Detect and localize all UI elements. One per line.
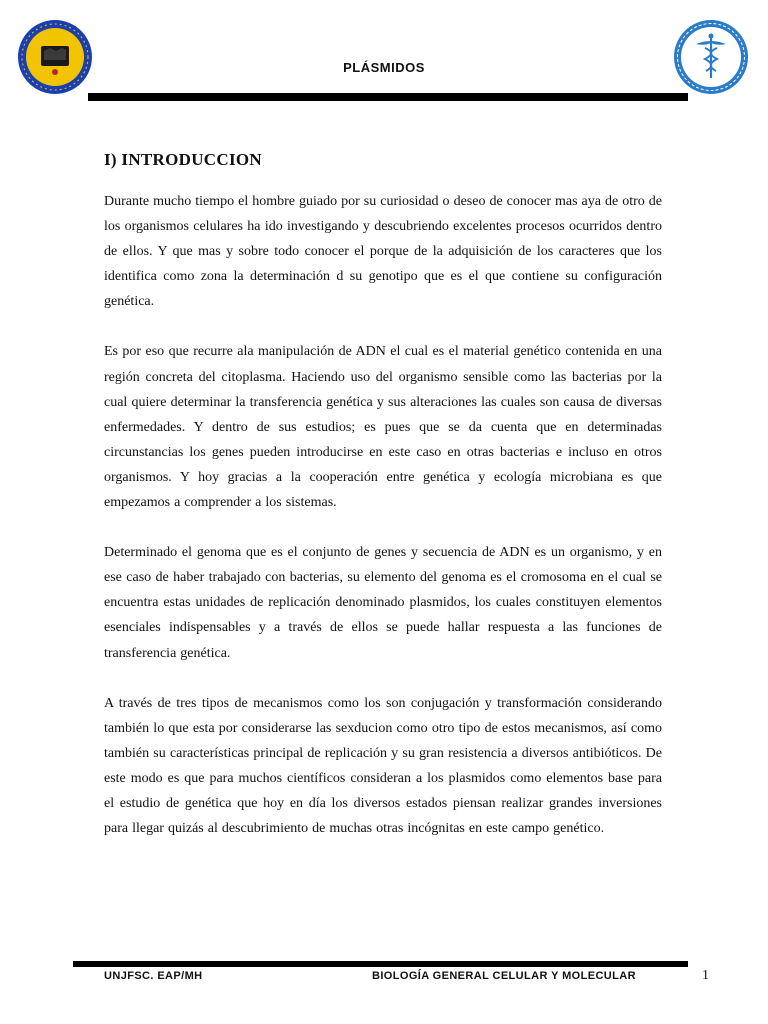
- paragraph: A través de tres tipos de mecanismos como los son conjugación y transformación considerando también lo que esta por considerarse las sexducion como otro tipo de estos mecanismos, así como también su características principal de replicación y su gran resistencia a diversos antibióticos. De este modo es que para muchos científicos consideran a los plasmidos como elementos base para el estudio de genética que hoy en día los diversos estados piensan realizar grandes inversiones para llegar quizás al descubrimiento de muchas otras incógnitas en este campo genético.: [104, 695, 662, 837]
- medical-school-caduceus-icon: [672, 18, 750, 96]
- paragraph: Durante mucho tiempo el hombre guiado por su curiosidad o deseo de conocer mas aya de otro de los organismos celulares ha ido investigando y descubriendo excelentes procesos ocurridos dentro de ellos. Y que mas y sobre todo conocer el porque de la adquisición de los caracteres que los identifica como zona la determinación d su genotipo que es el que contiene su configuración genética.: [104, 194, 662, 310]
- body-text: [104, 189, 662, 866]
- document-header-title: PLÁSMIDOS: [343, 60, 425, 75]
- header-divider: [88, 93, 688, 101]
- paragraph: Es por eso que recurre ala manipulación de ADN el cual es el material genético contenida en una región concreta del citoplasma. Haciendo uso del organismo sensible como las bacterias por la cual quiere determinar la transferencia genética y sus alteraciones las cuales son causa de diversas enfermedades. Y dentro de sus estudios; es pues que se da cuenta que en determinadas circunstancias los genes pueden introducirse en este caso en otras bacterias e incluso en otros organismos. Y hoy gracias a la cooperación entre genética y ecología microbiana es que empezamos a comprender a los sistemas.: [104, 344, 662, 511]
- section-heading: I) INTRODUCCION: [104, 150, 262, 169]
- footer-course-title: BIOLOGÍA GENERAL CELULAR Y MOLECULAR: [372, 970, 636, 982]
- university-seal-icon: [16, 18, 94, 96]
- footer-divider: [73, 961, 688, 967]
- footer-institution: UNJFSC. EAP/MH: [104, 970, 203, 982]
- paragraph: Determinado el genoma que es el conjunto de genes y secuencia de ADN es un organismo, y en ese caso de haber trabajado con bacterias, su elemento del genoma es el cromosoma en el cual se encuentra estas unidades de replicación denominado plasmidos, los cuales constituyen elementos esenciales indispensables y a través de ellos se puede hallar respuesta a las funciones de transferencia genética.: [104, 545, 662, 661]
- page-number: 1: [702, 968, 709, 983]
